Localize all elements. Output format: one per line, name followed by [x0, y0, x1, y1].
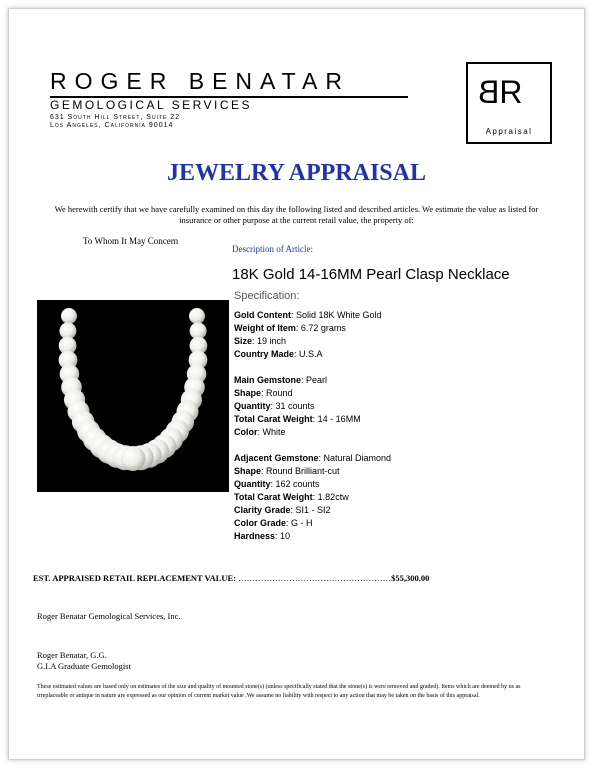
value-label: EST. APPRAISED RETAIL REPLACEMENT VALUE: — [33, 573, 237, 583]
spec-key: Gold Content — [234, 310, 291, 320]
specification-label: Specification: — [234, 290, 300, 302]
appraised-value-line — [33, 573, 429, 583]
spec-row — [234, 309, 391, 322]
signer-name: Roger Benatar, G.G. — [37, 650, 107, 660]
spec-row — [234, 426, 391, 439]
spec-key: Quantity — [234, 479, 271, 489]
company-name: ROGER BENATAR — [50, 68, 350, 94]
pearl — [121, 446, 146, 471]
document-title: JEWELRY APPRAISAL — [167, 160, 426, 186]
spec-row — [234, 348, 391, 361]
signature-block — [37, 650, 131, 672]
spec-key: Clarity Grade — [234, 505, 291, 515]
spec-value: : Natural Diamond — [318, 453, 392, 463]
logo-caption: Appraisal — [485, 127, 533, 136]
spec-value: : Round Brilliant-cut — [261, 466, 340, 476]
spec-row — [234, 335, 391, 348]
spec-value: : Round — [261, 388, 293, 398]
pearl — [61, 308, 77, 324]
spec-row — [234, 413, 391, 426]
pearl-necklace-image — [37, 300, 229, 492]
spec-row — [234, 374, 391, 387]
spec-value: : 14 - 16MM — [312, 414, 361, 424]
spec-key: Adjacent Gemstone — [234, 453, 319, 463]
adjacent-gemstone-specs — [234, 452, 391, 543]
signer-title: G.I.A Graduate Gemologist — [37, 661, 131, 671]
spec-key: Country Made — [234, 349, 295, 359]
spec-row — [234, 478, 391, 491]
item-title: 18K Gold 14-16MM Pearl Clasp Necklace — [232, 266, 510, 283]
spec-value: : 6.72 grams — [295, 323, 346, 333]
spec-value: : 10 — [275, 531, 291, 541]
spec-row — [234, 517, 391, 530]
spec-key: Hardness — [234, 531, 276, 541]
spec-key: Quantity — [234, 401, 271, 411]
spec-value: : 1.82ctw — [312, 492, 349, 502]
spec-key: Weight of Item — [234, 323, 296, 333]
monogram-right: R — [499, 74, 517, 110]
company-line: Roger Benatar Gemological Services, Inc. — [37, 611, 181, 621]
spec-row — [234, 530, 391, 543]
spec-row — [234, 504, 391, 517]
specification-list — [234, 309, 391, 543]
spec-value: : U.S.A — [294, 349, 323, 359]
spec-value: : 19 inch — [252, 336, 287, 346]
spec-key: Shape — [234, 388, 262, 398]
spec-value: : 31 counts — [270, 401, 315, 411]
spec-value: : Solid 18K White Gold — [291, 310, 382, 320]
spec-key: Color Grade — [234, 518, 287, 528]
disclaimer: These estimated values are based only on estimates of the size and quality of mounted stone(s) (unless specifically stated that the stone(s) is were removed and graded). Items which are deemed by us as irreplaceable or antique in nature are expressed as our opinion of current market value .We assume no liability with respect to any action that may be taken on the basis of this appraisal. — [37, 684, 521, 699]
necklace-photo — [37, 300, 229, 492]
spec-row — [234, 387, 391, 400]
spec-value: : G - H — [286, 518, 313, 528]
spec-row — [234, 452, 391, 465]
spec-value: : Pearl — [301, 375, 328, 385]
address-line-1: 631 South Hill Street, Suite 22 — [50, 114, 181, 121]
address-line-2: Los Angeles, California 90014 — [50, 122, 174, 129]
pearl — [189, 308, 205, 324]
value-amount: $55,300.00 — [391, 573, 430, 583]
monogram-left: B — [484, 74, 500, 110]
spec-key: Shape — [234, 466, 262, 476]
value-leader-dots: ……………………………………………… — [238, 573, 392, 583]
appraisal-logo — [466, 62, 552, 144]
spec-value: : White — [257, 427, 286, 437]
certification-statement: We herewith certify that we have carefully examined on this day the following listed and described articles. We estimate the value as listed for insurance or other purpose at the current retail value, the property of: — [54, 204, 539, 225]
spec-row — [234, 322, 391, 335]
spec-key: Total Carat Weight — [234, 414, 313, 424]
spec-key: Total Carat Weight — [234, 492, 313, 502]
spec-row — [234, 465, 391, 478]
description-label: Description of Article: — [232, 244, 313, 254]
recipient: To Whom It May Concern — [83, 236, 179, 246]
gold-specs — [234, 309, 391, 361]
main-gemstone-specs — [234, 374, 391, 439]
company-subtitle: GEMOLOGICAL SERVICES — [50, 98, 253, 112]
spec-value: : SI1 - SI2 — [290, 505, 331, 515]
spec-row — [234, 400, 391, 413]
spec-key: Color — [234, 427, 258, 437]
spec-value: : 162 counts — [270, 479, 320, 489]
spec-row — [234, 491, 391, 504]
spec-key: Size — [234, 336, 253, 346]
br-monogram-icon — [484, 74, 516, 111]
spec-key: Main Gemstone — [234, 375, 302, 385]
